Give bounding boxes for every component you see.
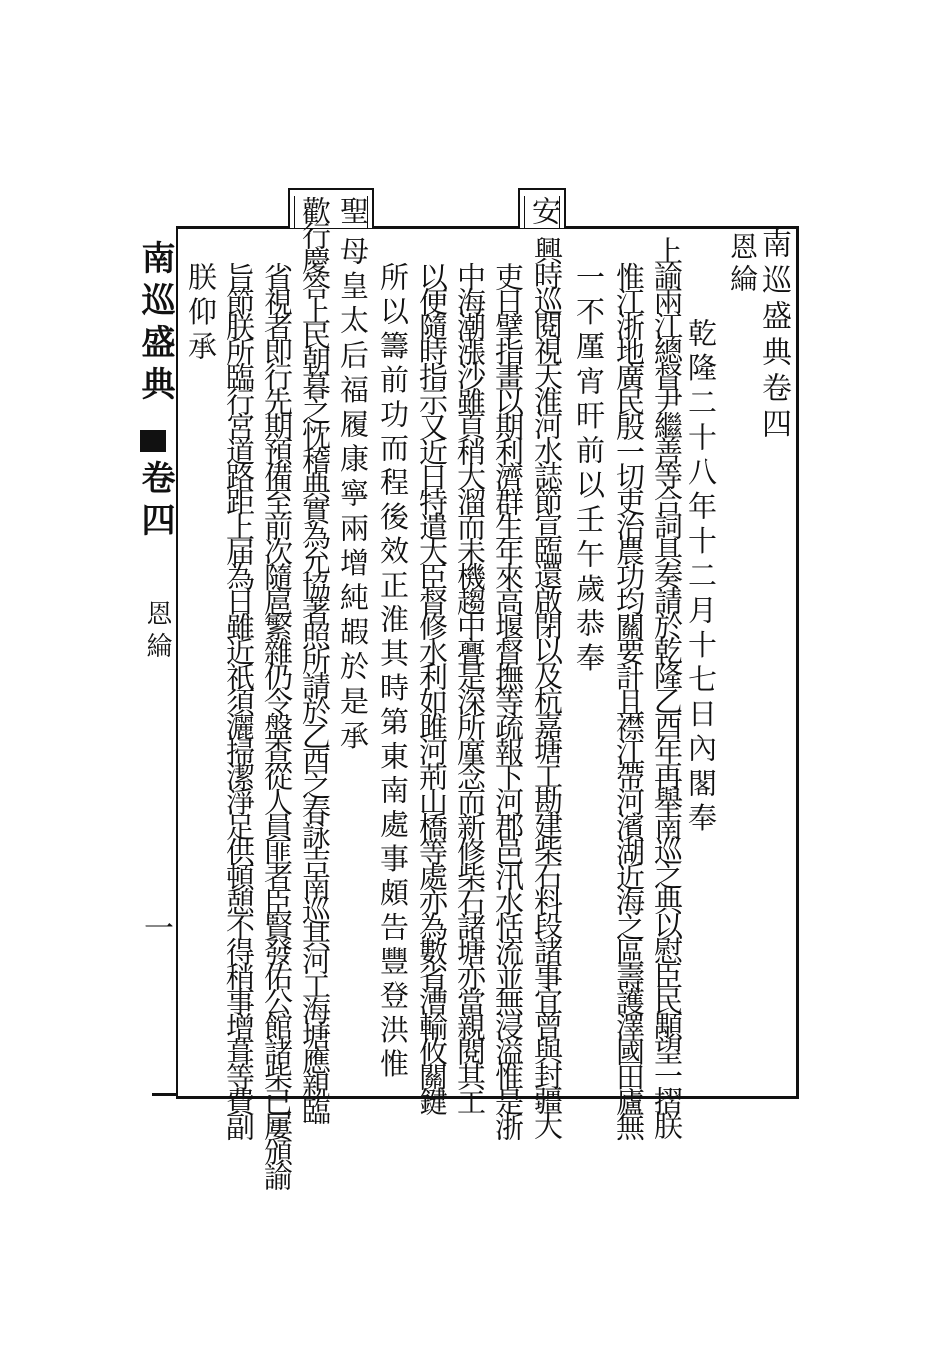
elevated-character: 聖: [336, 196, 370, 230]
margin-running-title: 南巡盛典: [135, 240, 175, 408]
frame-top-border: [176, 226, 798, 229]
text-column: 惟江浙地廣民殷一切吏治農功均關要計且襟江帶河濱湖近海之區壽護澤國田廬無: [612, 262, 646, 1137]
frame-right-border: [796, 226, 799, 1098]
text-column: 歡行慶答上民朝暮之忱稽典實為允協著照所請於乙酉之春詠吉南巡其河工海塘應親臨: [298, 196, 332, 1121]
text-column: 旨節朕所臨行宮道路距上届為日雖近祇須灑掃潔淨足供頓憩不得稍事增葺等費副: [222, 262, 256, 1137]
margin-volume: 卷四: [135, 460, 175, 544]
text-column: 朕仰承: [184, 262, 218, 366]
text-column: 興時巡閱視天淮河水誌節宣臨還啟閉以及杭嘉塘工勘建柴石料段諸事宜曾與封疆大: [530, 236, 564, 1136]
text-column: 中海潮漲沙雖頁稍大溜而未機趨中亹是深所廑念而新修柴石諸塘亦當親閱其工: [453, 262, 487, 1112]
date-line: 乾隆二十八年十二月十七日內閣奉: [684, 318, 718, 837]
text-column: 吏日擘指畫以期利濟群生年來高堰督撫等疏報下河郡邑汛水恬流並無浸溢惟是浙: [491, 262, 525, 1137]
frame-left-border: [176, 226, 178, 1098]
text-column: 所以籌前功而程後效正淮其時第東南處事頗告豐登洪惟: [376, 262, 410, 1083]
section-heading: 恩綸: [726, 232, 759, 296]
frame-tick: [152, 1093, 178, 1096]
text-column: 省視者即行先期預備至前次隨扈繁雜仍令盤查從人員匪者臣賢發佑公館諸柴已屢頒諭: [260, 262, 294, 1187]
margin-fishtail: [140, 430, 166, 452]
text-column: 以便隨時指示又近日特遣大臣督修水利如雎河荊山橋等處亦為數省漕輸攸關鍵: [415, 262, 449, 1112]
margin-page-number: 一: [138, 912, 173, 942]
book-title: 南巡盛典卷四: [756, 228, 791, 444]
text-column: 母皇太后福履康寧兩增純嘏於是承: [336, 236, 370, 755]
text-column: 上諭兩江總督尹繼善等合詞具奏請於乾隆乙酉年再舉南巡之典以慰臣民顒望一摺朕: [650, 236, 684, 1136]
margin-section: 恩綸: [142, 600, 172, 664]
elevated-character: 安: [528, 196, 562, 230]
text-column: 一不厪宵旰前以壬午歲恭奉: [572, 262, 606, 678]
